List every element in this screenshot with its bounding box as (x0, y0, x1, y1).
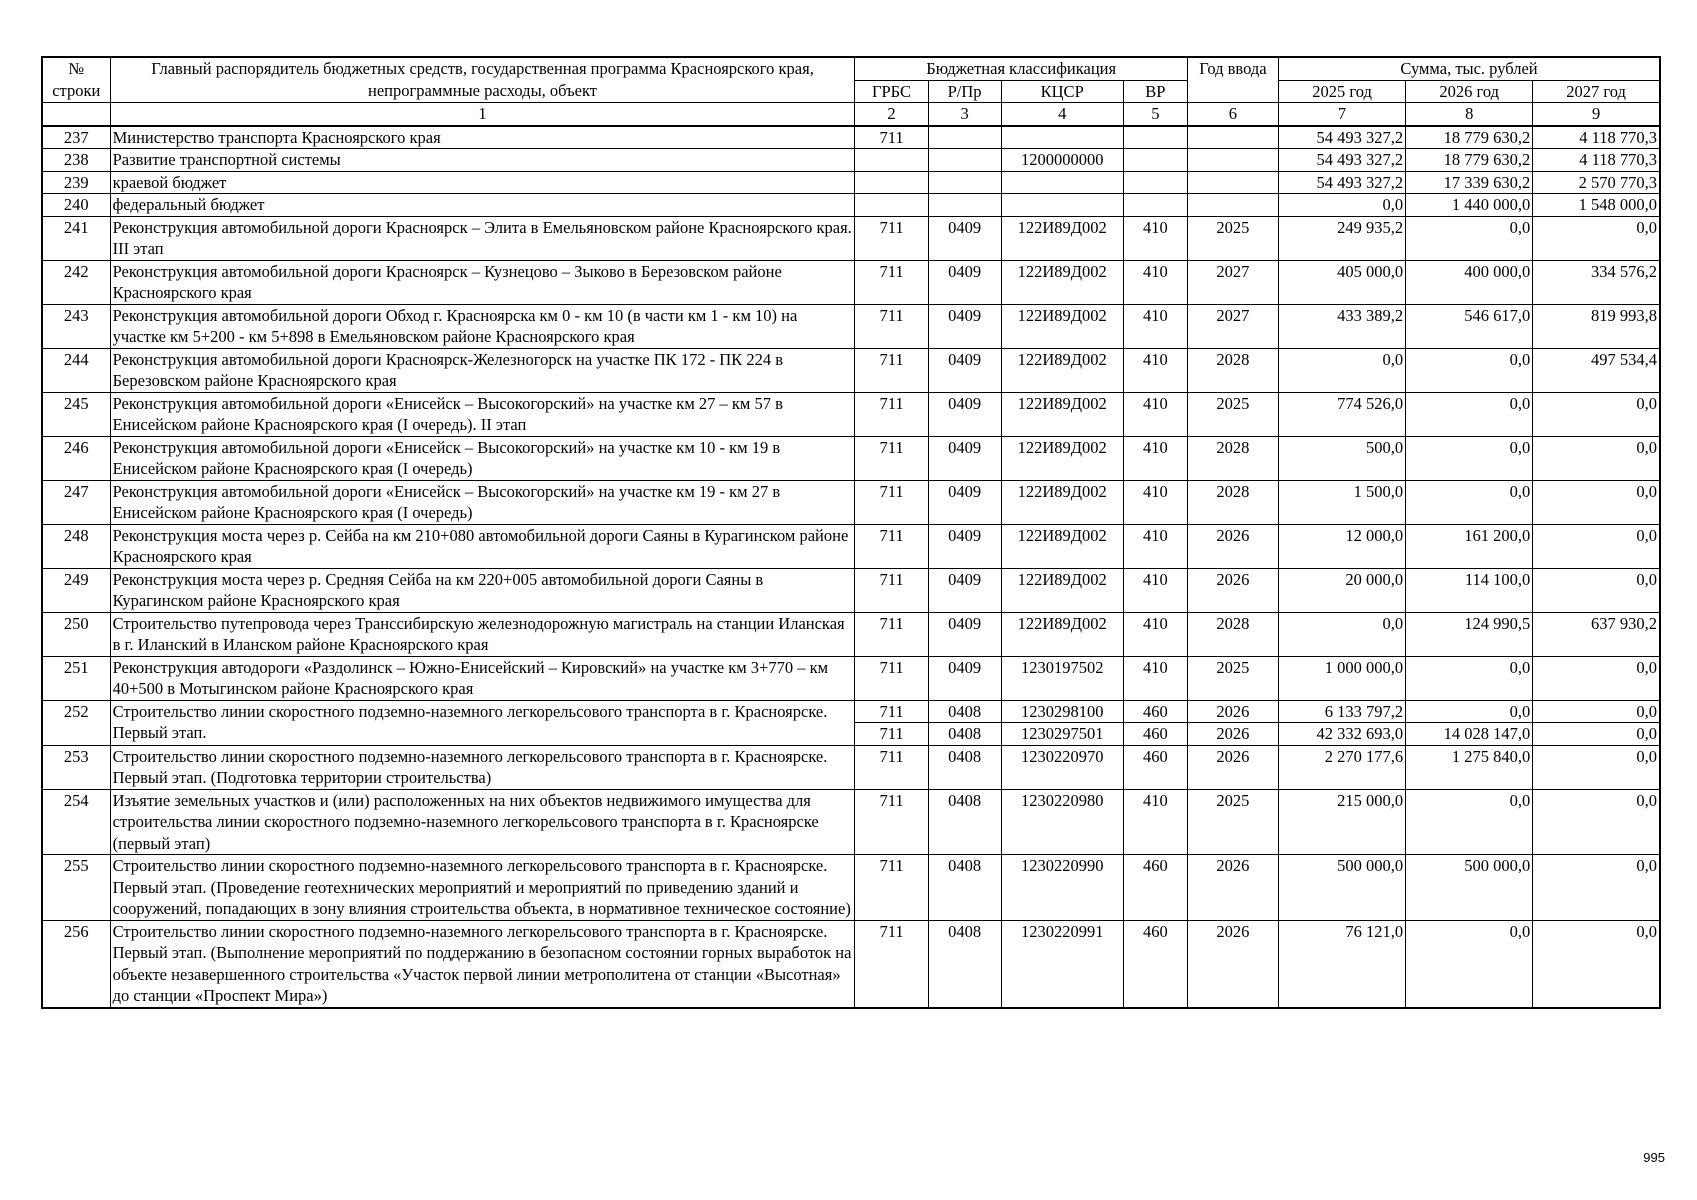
row-sum-2026: 0,0 (1406, 789, 1533, 855)
row-sum-2025: 2 270 177,6 (1278, 745, 1405, 789)
row-sum-2026: 0,0 (1406, 216, 1533, 260)
table-row (42, 612, 1660, 656)
row-name: федеральный бюджет (110, 194, 855, 217)
row-kcsr (1001, 194, 1123, 217)
row-kcsr: 122И89Д002 (1001, 436, 1123, 480)
row-rpr: 0409 (928, 612, 1001, 656)
table-row (42, 171, 1660, 194)
row-year: 2026 (1187, 855, 1278, 921)
row-grbs: 711 (855, 260, 928, 304)
row-sum-2026: 0,0 (1406, 348, 1533, 392)
row-sum-2027: 0,0 (1533, 216, 1660, 260)
header-2026: 2026 год (1406, 80, 1533, 103)
row-sum-2025: 1 500,0 (1278, 480, 1405, 524)
row-grbs: 711 (855, 392, 928, 436)
row-name: Реконструкция автомобильной дороги «Енисейск – Высокогорский» на участке км 27 – км 57 в Енисейском районе Красноярского края (I очередь). II этап (110, 392, 855, 436)
row-kcsr: 122И89Д002 (1001, 304, 1123, 348)
row-number: 239 (42, 171, 110, 194)
row-number: 252 (42, 700, 110, 745)
header-budget-classification: Бюджетная классификация (855, 57, 1187, 80)
row-sum-2027: 2 570 770,3 (1533, 171, 1660, 194)
column-number: 7 (1278, 103, 1405, 126)
table-row (42, 194, 1660, 217)
row-number: 254 (42, 789, 110, 855)
row-sum-2025: 12 000,0 (1278, 524, 1405, 568)
row-sum-2026: 0,0 (1406, 920, 1533, 1008)
row-grbs: 711 (855, 789, 928, 855)
table-row (42, 745, 1660, 789)
row-kcsr: 122И89Д002 (1001, 480, 1123, 524)
row-sum-2027: 0,0 (1533, 920, 1660, 1008)
row-name: Министерство транспорта Красноярского края (110, 126, 855, 149)
row-sum-2027: 0,0 (1533, 524, 1660, 568)
row-grbs: 711 (855, 568, 928, 612)
row-kcsr: 1200000000 (1001, 149, 1123, 172)
row-kcsr: 1230220990 (1001, 855, 1123, 921)
row-grbs: 711 (855, 126, 928, 149)
row-number: 246 (42, 436, 110, 480)
row-grbs: 711 (855, 723, 928, 746)
row-number: 251 (42, 656, 110, 700)
row-name: Реконструкция автодороги «Раздолинск – Южно-Енисейский – Кировский» на участке км 3+770 – км 40+500 в Мотыгинском районе Красноярского края (110, 656, 855, 700)
row-vr: 410 (1123, 612, 1187, 656)
column-number: 2 (855, 103, 928, 126)
row-year: 2028 (1187, 612, 1278, 656)
row-sum-2025: 215 000,0 (1278, 789, 1405, 855)
row-vr: 410 (1123, 656, 1187, 700)
row-year: 2027 (1187, 260, 1278, 304)
column-number (42, 103, 110, 126)
row-grbs: 711 (855, 480, 928, 524)
row-kcsr: 1230220980 (1001, 789, 1123, 855)
row-sum-2027: 334 576,2 (1533, 260, 1660, 304)
row-sum-2025: 500,0 (1278, 436, 1405, 480)
column-number: 9 (1533, 103, 1660, 126)
row-kcsr: 1230197502 (1001, 656, 1123, 700)
row-grbs: 711 (855, 920, 928, 1008)
row-sum-2027: 0,0 (1533, 789, 1660, 855)
header-sum: Сумма, тыс. рублей (1278, 57, 1660, 80)
row-vr: 460 (1123, 745, 1187, 789)
row-sum-2025: 0,0 (1278, 348, 1405, 392)
row-sum-2027: 637 930,2 (1533, 612, 1660, 656)
row-grbs: 711 (855, 612, 928, 656)
row-sum-2026: 18 779 630,2 (1406, 149, 1533, 172)
row-year: 2026 (1187, 568, 1278, 612)
row-sum-2026: 1 275 840,0 (1406, 745, 1533, 789)
table-row (42, 216, 1660, 260)
row-number: 244 (42, 348, 110, 392)
row-rpr (928, 126, 1001, 149)
header-2027: 2027 год (1533, 80, 1660, 103)
header-year-intro: Год ввода (1187, 57, 1278, 103)
row-sum-2027: 4 118 770,3 (1533, 149, 1660, 172)
row-sum-2025: 54 493 327,2 (1278, 149, 1405, 172)
table-row (42, 789, 1660, 855)
row-grbs: 711 (855, 348, 928, 392)
table-body-rest (42, 745, 1660, 1008)
row-sum-2025: 76 121,0 (1278, 920, 1405, 1008)
row-year (1187, 126, 1278, 149)
row-year: 2025 (1187, 216, 1278, 260)
row-sum-2027: 819 993,8 (1533, 304, 1660, 348)
row-sum-2025: 774 526,0 (1278, 392, 1405, 436)
row-rpr: 0409 (928, 216, 1001, 260)
row-sum-2025: 433 389,2 (1278, 304, 1405, 348)
row-vr (1123, 149, 1187, 172)
row-rpr: 0408 (928, 700, 1001, 723)
row-rpr: 0409 (928, 656, 1001, 700)
row-rpr: 0408 (928, 723, 1001, 746)
row-name: Реконструкция автомобильной дороги «Енисейск – Высокогорский» на участке км 10 - км 19 в Енисейском районе Красноярского края (I очередь) (110, 436, 855, 480)
row-sum-2026: 400 000,0 (1406, 260, 1533, 304)
table-body-row-252 (42, 700, 1660, 745)
header-grbs: ГРБС (855, 80, 928, 103)
table-row (42, 436, 1660, 480)
row-rpr: 0408 (928, 789, 1001, 855)
row-grbs: 711 (855, 656, 928, 700)
row-sum-2025: 500 000,0 (1278, 855, 1405, 921)
row-name: Реконструкция моста через р. Средняя Сейба на км 220+005 автомобильной дороги Саяны в Курагинском районе Красноярского края (110, 568, 855, 612)
row-number: 241 (42, 216, 110, 260)
row-number: 243 (42, 304, 110, 348)
row-sum-2025: 54 493 327,2 (1278, 171, 1405, 194)
row-sum-2026: 0,0 (1406, 392, 1533, 436)
row-number: 253 (42, 745, 110, 789)
table-row (42, 700, 1660, 723)
header-2025: 2025 год (1278, 80, 1405, 103)
row-sum-2025: 42 332 693,0 (1278, 723, 1405, 746)
row-year: 2027 (1187, 304, 1278, 348)
row-sum-2026: 17 339 630,2 (1406, 171, 1533, 194)
row-year: 2028 (1187, 348, 1278, 392)
row-rpr: 0409 (928, 392, 1001, 436)
row-grbs (855, 149, 928, 172)
row-vr: 410 (1123, 348, 1187, 392)
row-grbs: 711 (855, 745, 928, 789)
header-kcsr: КЦСР (1001, 80, 1123, 103)
row-year: 2026 (1187, 745, 1278, 789)
row-year: 2025 (1187, 656, 1278, 700)
row-sum-2027: 0,0 (1533, 436, 1660, 480)
row-name: Строительство линии скоростного подземно-наземного легкорельсового транспорта в г. Красноярске. Первый этап. (Подготовка территории строительства) (110, 745, 855, 789)
budget-table (41, 56, 1661, 1009)
row-kcsr: 122И89Д002 (1001, 216, 1123, 260)
row-kcsr: 1230297501 (1001, 723, 1123, 746)
row-vr: 410 (1123, 568, 1187, 612)
row-sum-2026: 0,0 (1406, 480, 1533, 524)
row-sum-2026: 0,0 (1406, 656, 1533, 700)
row-name: Реконструкция моста через р. Сейба на км 210+080 автомобильной дороги Саяны в Курагинском районе Красноярского края (110, 524, 855, 568)
row-sum-2026: 1 440 000,0 (1406, 194, 1533, 217)
table-row (42, 480, 1660, 524)
row-number: 248 (42, 524, 110, 568)
row-sum-2025: 20 000,0 (1278, 568, 1405, 612)
row-sum-2027: 0,0 (1533, 745, 1660, 789)
row-kcsr: 122И89Д002 (1001, 260, 1123, 304)
row-number: 249 (42, 568, 110, 612)
row-kcsr: 1230220991 (1001, 920, 1123, 1008)
table-row (42, 920, 1660, 1008)
row-rpr (928, 171, 1001, 194)
table-row (42, 392, 1660, 436)
row-year (1187, 171, 1278, 194)
row-year: 2026 (1187, 524, 1278, 568)
row-sum-2025: 6 133 797,2 (1278, 700, 1405, 723)
row-kcsr: 1230298100 (1001, 700, 1123, 723)
row-sum-2026: 124 990,5 (1406, 612, 1533, 656)
row-kcsr: 122И89Д002 (1001, 392, 1123, 436)
row-vr: 410 (1123, 480, 1187, 524)
table-row (42, 656, 1660, 700)
row-kcsr: 122И89Д002 (1001, 348, 1123, 392)
row-vr: 410 (1123, 524, 1187, 568)
column-number: 8 (1406, 103, 1533, 126)
row-number: 237 (42, 126, 110, 149)
row-sum-2027: 0,0 (1533, 723, 1660, 746)
row-year: 2025 (1187, 789, 1278, 855)
row-sum-2027: 1 548 000,0 (1533, 194, 1660, 217)
row-grbs: 711 (855, 304, 928, 348)
row-grbs: 711 (855, 855, 928, 921)
header-rpr: Р/Пр (928, 80, 1001, 103)
row-year: 2028 (1187, 480, 1278, 524)
row-year: 2028 (1187, 436, 1278, 480)
header-name: Главный распорядитель бюджетных средств, государственная программа Красноярского края, непрограммные расходы, объект (110, 57, 855, 103)
row-year: 2026 (1187, 723, 1278, 746)
row-name: Реконструкция автомобильной дороги Обход г. Красноярска км 0 - км 10 (в части км 1 - км 10) на участке км 5+200 - км 5+898 в Емельяновском районе Красноярского края (110, 304, 855, 348)
row-sum-2027: 0,0 (1533, 700, 1660, 723)
row-vr: 460 (1123, 920, 1187, 1008)
row-sum-2025: 0,0 (1278, 194, 1405, 217)
row-rpr: 0409 (928, 436, 1001, 480)
table-row (42, 304, 1660, 348)
table-row (42, 524, 1660, 568)
row-year: 2026 (1187, 920, 1278, 1008)
column-number-row (42, 103, 1660, 126)
row-number: 255 (42, 855, 110, 921)
page-number: 995 (1643, 1150, 1665, 1165)
row-grbs: 711 (855, 700, 928, 723)
row-vr: 460 (1123, 855, 1187, 921)
row-name: краевой бюджет (110, 171, 855, 194)
row-rpr: 0409 (928, 568, 1001, 612)
column-number: 4 (1001, 103, 1123, 126)
row-name: Развитие транспортной системы (110, 149, 855, 172)
row-year: 2025 (1187, 392, 1278, 436)
row-number: 245 (42, 392, 110, 436)
row-rpr: 0409 (928, 260, 1001, 304)
row-name: Строительство линии скоростного подземно-наземного легкорельсового транспорта в г. Красноярске. Первый этап. (Проведение геотехнических мероприятий и мероприятий по приведению зданий и сооружений, попадающих в зону влияния строительства объекта, в нормативное техническое состояние) (110, 855, 855, 921)
row-vr: 460 (1123, 700, 1187, 723)
row-grbs: 711 (855, 216, 928, 260)
row-kcsr: 122И89Д002 (1001, 612, 1123, 656)
table-row (42, 149, 1660, 172)
table-row (42, 260, 1660, 304)
row-number: 242 (42, 260, 110, 304)
row-vr (1123, 194, 1187, 217)
row-sum-2025: 249 935,2 (1278, 216, 1405, 260)
row-kcsr: 122И89Д002 (1001, 568, 1123, 612)
row-sum-2025: 0,0 (1278, 612, 1405, 656)
row-name: Реконструкция автомобильной дороги Красноярск – Элита в Емельяновском районе Красноярского края. III этап (110, 216, 855, 260)
table-row (42, 568, 1660, 612)
row-vr: 410 (1123, 260, 1187, 304)
header-vr: ВР (1123, 80, 1187, 103)
row-rpr: 0408 (928, 745, 1001, 789)
row-name: Строительство линии скоростного подземно-наземного легкорельсового транспорта в г. Красноярске. Первый этап. (110, 700, 855, 745)
row-sum-2026: 500 000,0 (1406, 855, 1533, 921)
row-year (1187, 194, 1278, 217)
row-sum-2026: 18 779 630,2 (1406, 126, 1533, 149)
row-name: Изъятие земельных участков и (или) расположенных на них объектов недвижимого имущества для строительства линии скоростного подземно-наземного легкорельсового транспорта в г. Красноярске (первый этап) (110, 789, 855, 855)
row-kcsr (1001, 126, 1123, 149)
row-sum-2027: 4 118 770,3 (1533, 126, 1660, 149)
row-name: Реконструкция автомобильной дороги Красноярск-Железногорск на участке ПК 172 - ПК 224 в Березовском районе Красноярского края (110, 348, 855, 392)
row-vr: 410 (1123, 304, 1187, 348)
row-sum-2026: 161 200,0 (1406, 524, 1533, 568)
row-rpr: 0409 (928, 348, 1001, 392)
row-number: 238 (42, 149, 110, 172)
table-row (42, 348, 1660, 392)
row-sum-2027: 0,0 (1533, 656, 1660, 700)
row-name: Реконструкция автомобильной дороги Красноярск – Кузнецово – Зыково в Березовском районе Красноярского края (110, 260, 855, 304)
column-number: 1 (110, 103, 855, 126)
row-sum-2026: 14 028 147,0 (1406, 723, 1533, 746)
row-sum-2027: 497 534,4 (1533, 348, 1660, 392)
row-sum-2025: 405 000,0 (1278, 260, 1405, 304)
row-grbs: 711 (855, 524, 928, 568)
row-sum-2026: 0,0 (1406, 436, 1533, 480)
row-rpr: 0408 (928, 855, 1001, 921)
row-grbs (855, 194, 928, 217)
table-header (42, 57, 1660, 126)
column-number: 6 (1187, 103, 1278, 126)
row-number: 250 (42, 612, 110, 656)
header-row-number: № строки (42, 57, 110, 103)
row-vr (1123, 126, 1187, 149)
column-number: 5 (1123, 103, 1187, 126)
row-sum-2026: 546 617,0 (1406, 304, 1533, 348)
row-rpr: 0408 (928, 920, 1001, 1008)
row-rpr (928, 149, 1001, 172)
row-sum-2026: 114 100,0 (1406, 568, 1533, 612)
row-vr: 410 (1123, 436, 1187, 480)
table-body (42, 126, 1660, 701)
row-sum-2027: 0,0 (1533, 568, 1660, 612)
row-year: 2026 (1187, 700, 1278, 723)
row-name: Строительство линии скоростного подземно-наземного легкорельсового транспорта в г. Красноярске. Первый этап. (Выполнение мероприятий по поддержанию в безопасном состоянии горных выработок на объекте незавершенного строительства «Участок первой линии метрополитена от станции «Высотная» до станции «Проспект Мира») (110, 920, 855, 1008)
row-vr: 460 (1123, 723, 1187, 746)
row-name: Строительство путепровода через Транссибирскую железнодорожную магистраль на станции Иланская в г. Иланский в Иланском районе Красноярского края (110, 612, 855, 656)
row-name: Реконструкция автомобильной дороги «Енисейск – Высокогорский» на участке км 19 - км 27 в Енисейском районе Красноярского края (I очередь) (110, 480, 855, 524)
row-rpr: 0409 (928, 524, 1001, 568)
row-number: 240 (42, 194, 110, 217)
row-kcsr (1001, 171, 1123, 194)
row-kcsr: 122И89Д002 (1001, 524, 1123, 568)
row-sum-2025: 1 000 000,0 (1278, 656, 1405, 700)
table-row (42, 855, 1660, 921)
row-kcsr: 1230220970 (1001, 745, 1123, 789)
row-sum-2027: 0,0 (1533, 855, 1660, 921)
column-number: 3 (928, 103, 1001, 126)
row-sum-2027: 0,0 (1533, 392, 1660, 436)
row-sum-2026: 0,0 (1406, 700, 1533, 723)
row-vr (1123, 171, 1187, 194)
table-row (42, 126, 1660, 149)
row-number: 256 (42, 920, 110, 1008)
row-year (1187, 149, 1278, 172)
row-vr: 410 (1123, 789, 1187, 855)
row-sum-2025: 54 493 327,2 (1278, 126, 1405, 149)
row-grbs: 711 (855, 436, 928, 480)
row-rpr: 0409 (928, 304, 1001, 348)
row-vr: 410 (1123, 216, 1187, 260)
row-rpr: 0409 (928, 480, 1001, 524)
row-number: 247 (42, 480, 110, 524)
row-vr: 410 (1123, 392, 1187, 436)
row-rpr (928, 194, 1001, 217)
row-grbs (855, 171, 928, 194)
row-sum-2027: 0,0 (1533, 480, 1660, 524)
